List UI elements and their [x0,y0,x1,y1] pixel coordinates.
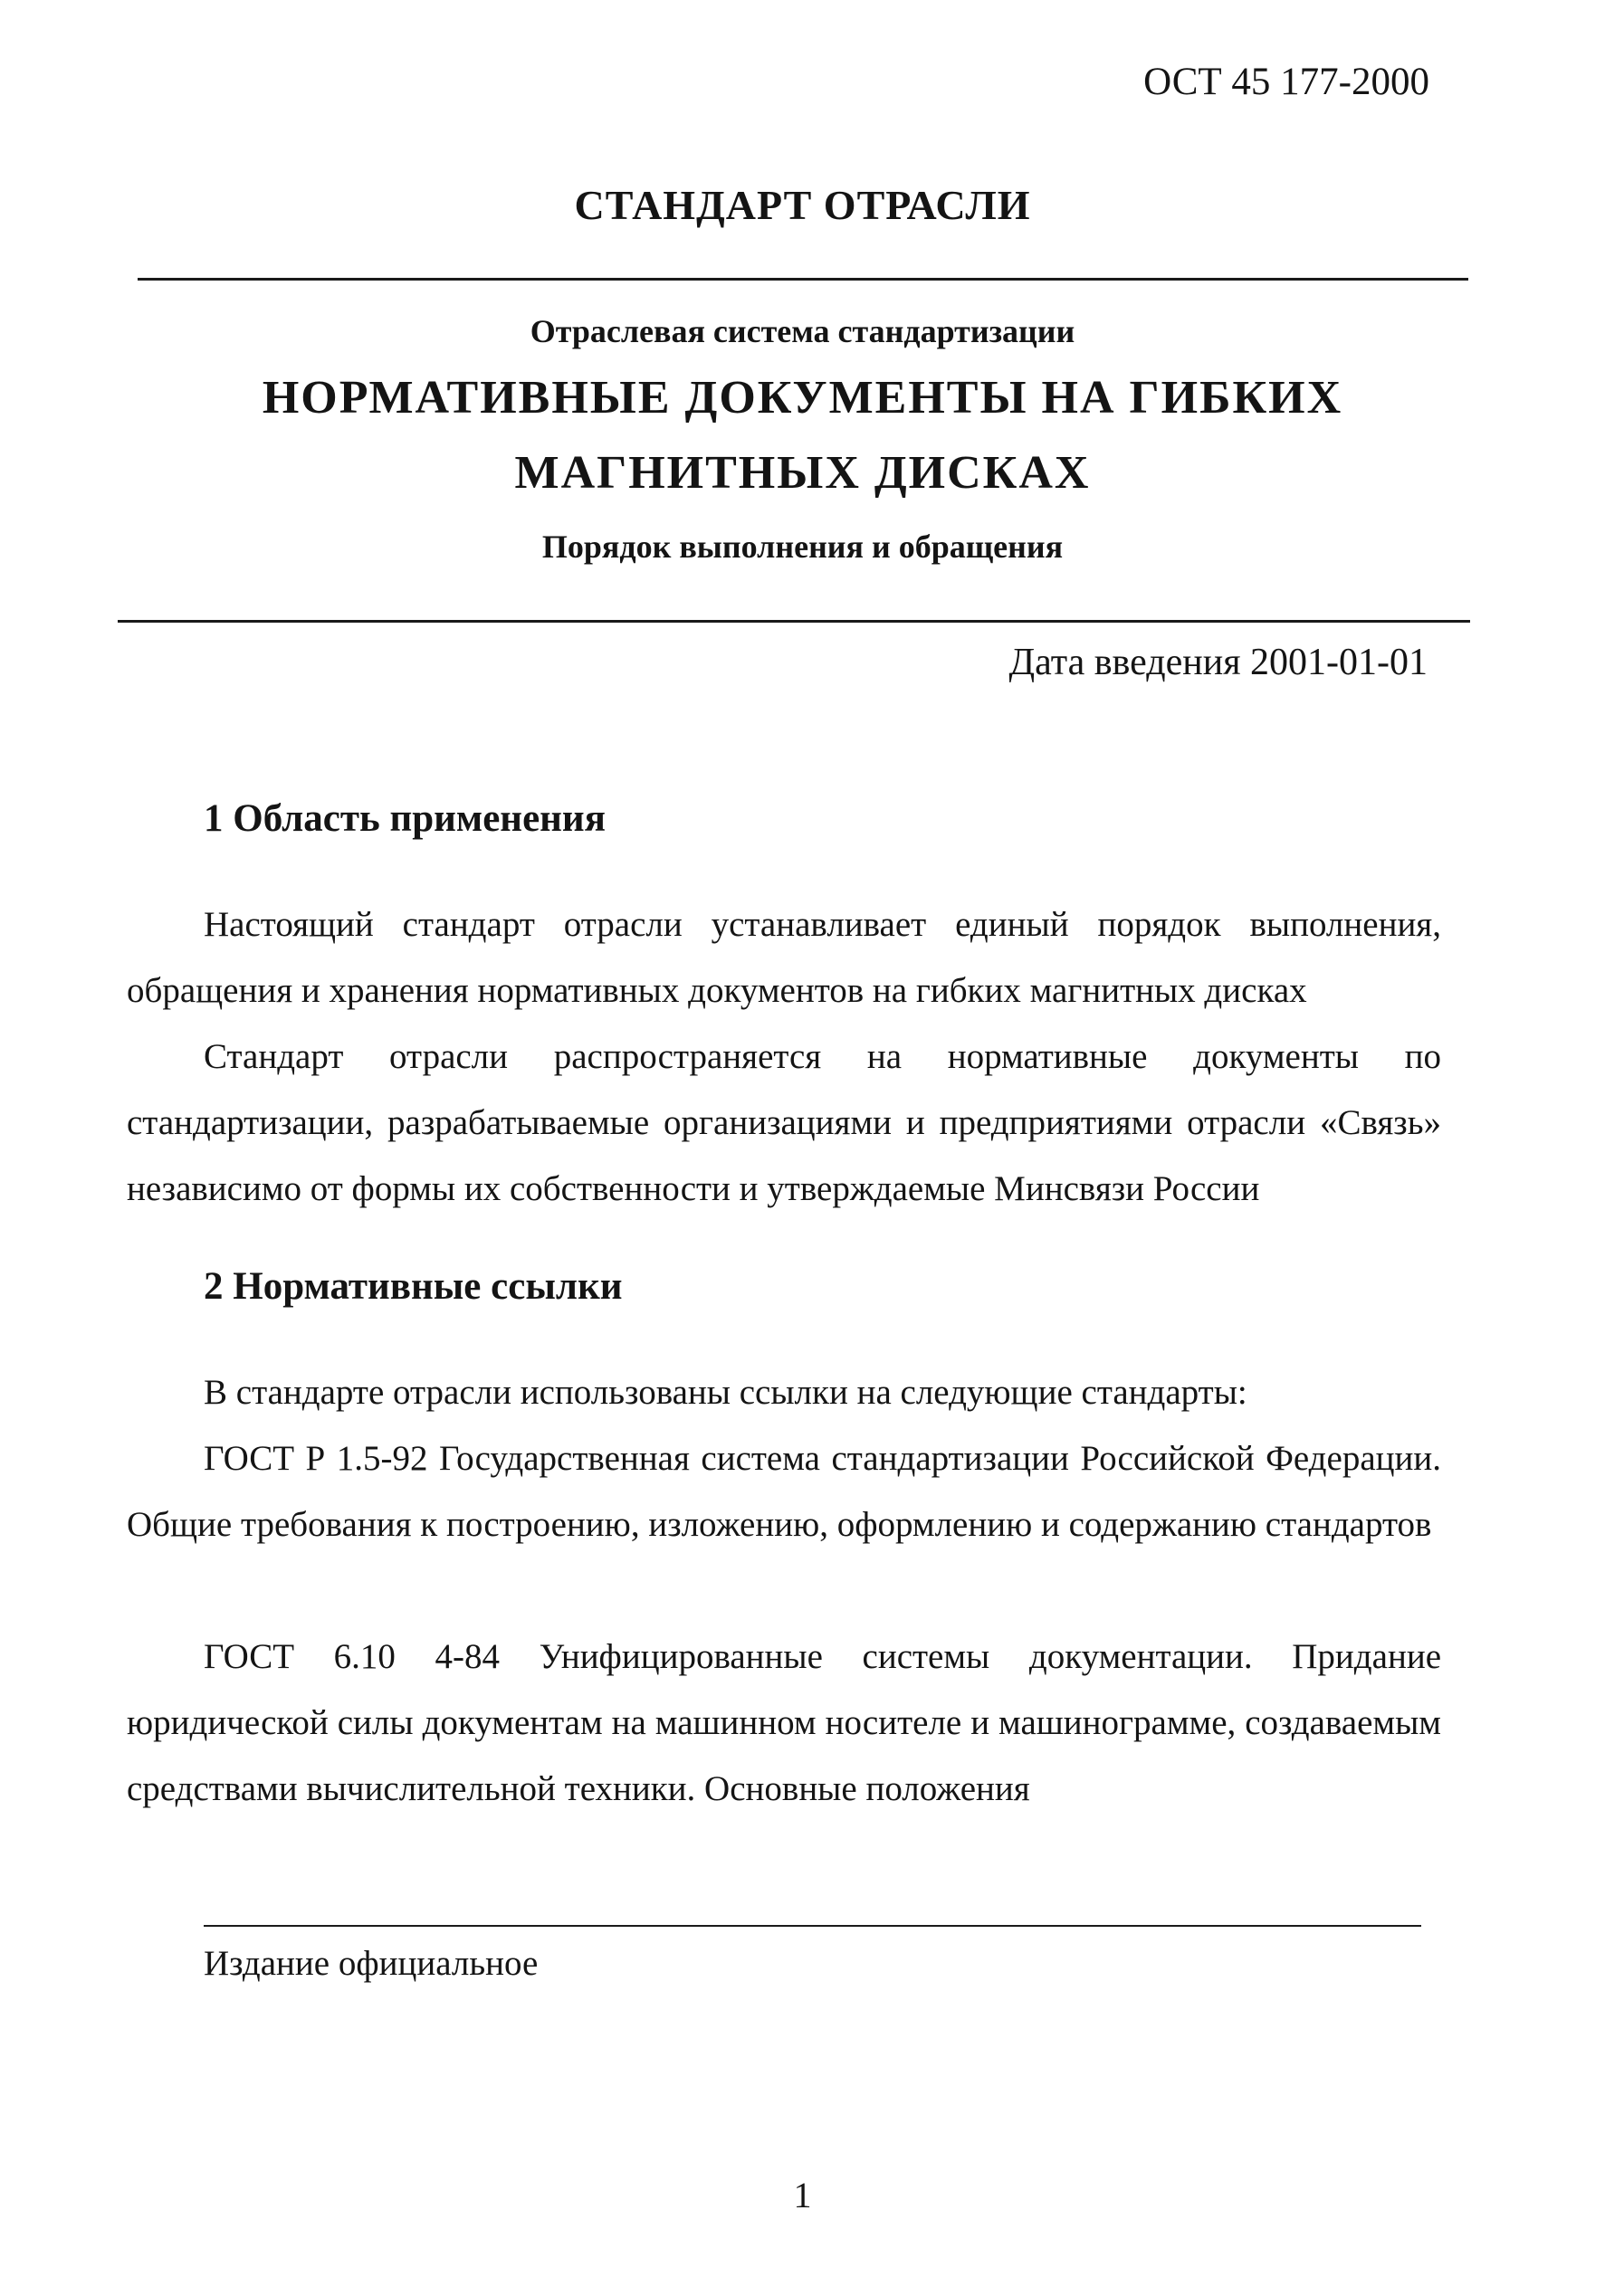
reference-gost-r-1-5: ГОСТ Р 1.5-92 Государственная система стандартизации Российской Федерации. Общие требования к построению, изложению, оформлению и содержанию стандартов [127,1439,1441,1544]
document-title-line-1: НОРМАТИВНЫЕ ДОКУМЕНТЫ НА ГИБКИХ [262,372,1343,424]
page-number: 1 [793,2175,812,2215]
official-edition-note: Издание официальное [204,1944,539,1983]
section-heading-scope: 1 Область применения [204,797,606,840]
standard-designation: ОСТ 45 177-2000 [1143,61,1429,103]
top-divider [138,278,1468,281]
references-intro: В стандарте отрасли использованы ссылки на следующие стандарты: [204,1373,1247,1412]
document-title-line-2: МАГНИТНЫХ ДИСКАХ [514,447,1091,499]
document-subtitle: Порядок выполнения и обращения [541,529,1064,565]
scope-paragraph-1: Настоящий стандарт отрасли устанавливает единый порядок выполнения, обращения и хранения нормативных документов на гибких магнитных дисках [127,905,1441,1010]
section-heading-references: 2 Нормативные ссылки [204,1265,623,1308]
standard-type-title: СТАНДАРТ ОТРАСЛИ [574,182,1031,228]
title-divider [118,620,1470,623]
reference-gost-6-10-4: ГОСТ 6.10 4-84 Унифицированные системы документации. Придание юридической силы документам на машинном носителе и машинограмме, создаваемым средствами вычислительной техники. Основные положения [127,1637,1441,1808]
footnote-divider [204,1925,1421,1927]
standardization-system: Отраслевая система стандартизации [530,313,1075,349]
scope-paragraph-2: Стандарт отрасли распространяется на нормативные документы по стандартизации, разрабатываемые организациями и предприятиями отрасли «Связь» независимо от формы их собственности и утверждаемые Минсвязи России [127,1037,1441,1208]
introduction-date: Дата введения 2001-01-01 [1008,642,1428,683]
